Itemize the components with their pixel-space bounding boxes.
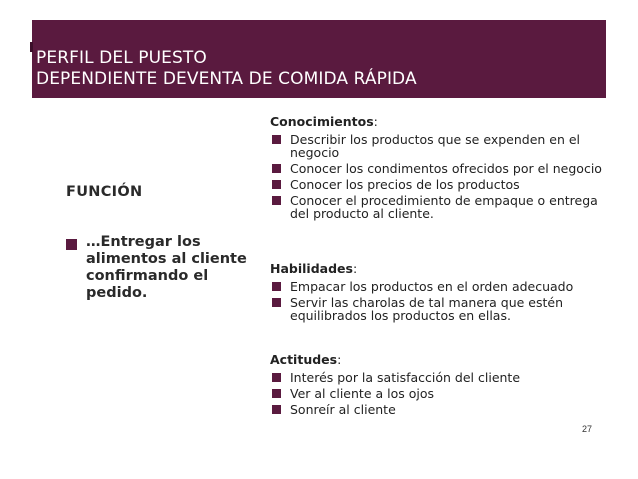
habilidades-list: [270, 280, 573, 322]
funcion-line: …Entregar los: [86, 234, 201, 250]
bullet-square-icon: [272, 298, 281, 307]
habilidades-heading: [270, 261, 573, 277]
bullet-square-icon: [272, 164, 281, 173]
bullet-square-icon: [272, 373, 281, 382]
list-item-line: Empacar los productos en el orden adecuado: [290, 279, 574, 294]
actitudes-list: [270, 371, 520, 416]
list-item: [270, 133, 602, 159]
bullet-square-icon: [272, 135, 281, 144]
conocimientos-heading: [270, 114, 602, 130]
list-item: [270, 387, 520, 400]
bullet-square-icon: [272, 282, 281, 291]
habilidades-section: [270, 261, 573, 322]
list-item-line: Servir las charolas de tal manera que estén: [290, 295, 564, 310]
list-item-line: Interés por la satisfacción del cliente: [290, 370, 521, 385]
conocimientos-section: [270, 114, 602, 220]
list-item: [270, 178, 602, 191]
bullet-square-icon: [272, 389, 281, 398]
list-item: [270, 371, 520, 384]
list-item-line: Describir los productos que se expenden en el: [290, 132, 581, 147]
funcion-heading: FUNCIÓN: [66, 184, 143, 200]
header-edge-mark: [30, 42, 33, 52]
habilidades-heading-colon: :: [352, 261, 358, 276]
slide-title: [36, 48, 417, 90]
list-item: [270, 280, 573, 293]
bullet-square-icon: [272, 180, 281, 189]
list-item-line: negocio: [290, 145, 340, 160]
list-item-line: Conocer los condimentos ofrecidos por el negocio: [290, 161, 602, 176]
funcion-line: pedido.: [86, 285, 148, 301]
bullet-square-icon: [272, 405, 281, 414]
list-item: [270, 403, 520, 416]
actitudes-heading-label: Actitudes: [270, 352, 338, 367]
actitudes-heading: [270, 352, 520, 368]
funcion-line: confirmando el: [86, 268, 209, 284]
list-item: [270, 162, 602, 175]
bullet-square-icon: [272, 196, 281, 205]
list-item-line: Ver al cliente a los ojos: [290, 386, 435, 401]
funcion-line: alimentos al cliente: [86, 251, 247, 267]
list-item-line: Conocer los precios de los productos: [290, 177, 520, 192]
actitudes-section: [270, 352, 520, 416]
list-item: [270, 296, 573, 322]
conocimientos-heading-colon: :: [373, 114, 378, 129]
conocimientos-list: [270, 133, 602, 220]
list-item-line: Sonreír al cliente: [290, 402, 396, 417]
list-item-line: Conocer el procedimiento de empaque o entrega: [290, 193, 598, 208]
page-number: 27: [582, 424, 593, 434]
actitudes-heading-colon: :: [337, 352, 342, 367]
habilidades-heading-label: Habilidades: [270, 261, 353, 276]
slide-title-line-1: PERFIL DEL PUESTO: [36, 48, 207, 68]
list-item-line: del producto al cliente.: [290, 206, 434, 221]
list-item-line: equilibrados los productos en ellas.: [290, 308, 511, 323]
funcion-bullet-square-icon: [66, 239, 77, 250]
list-item: [270, 194, 602, 220]
conocimientos-heading-label: Conocimientos: [270, 114, 374, 129]
slide-title-line-2: DEPENDIENTE DEVENTA DE COMIDA RÁPIDA: [36, 69, 417, 89]
funcion-text: [86, 234, 258, 302]
